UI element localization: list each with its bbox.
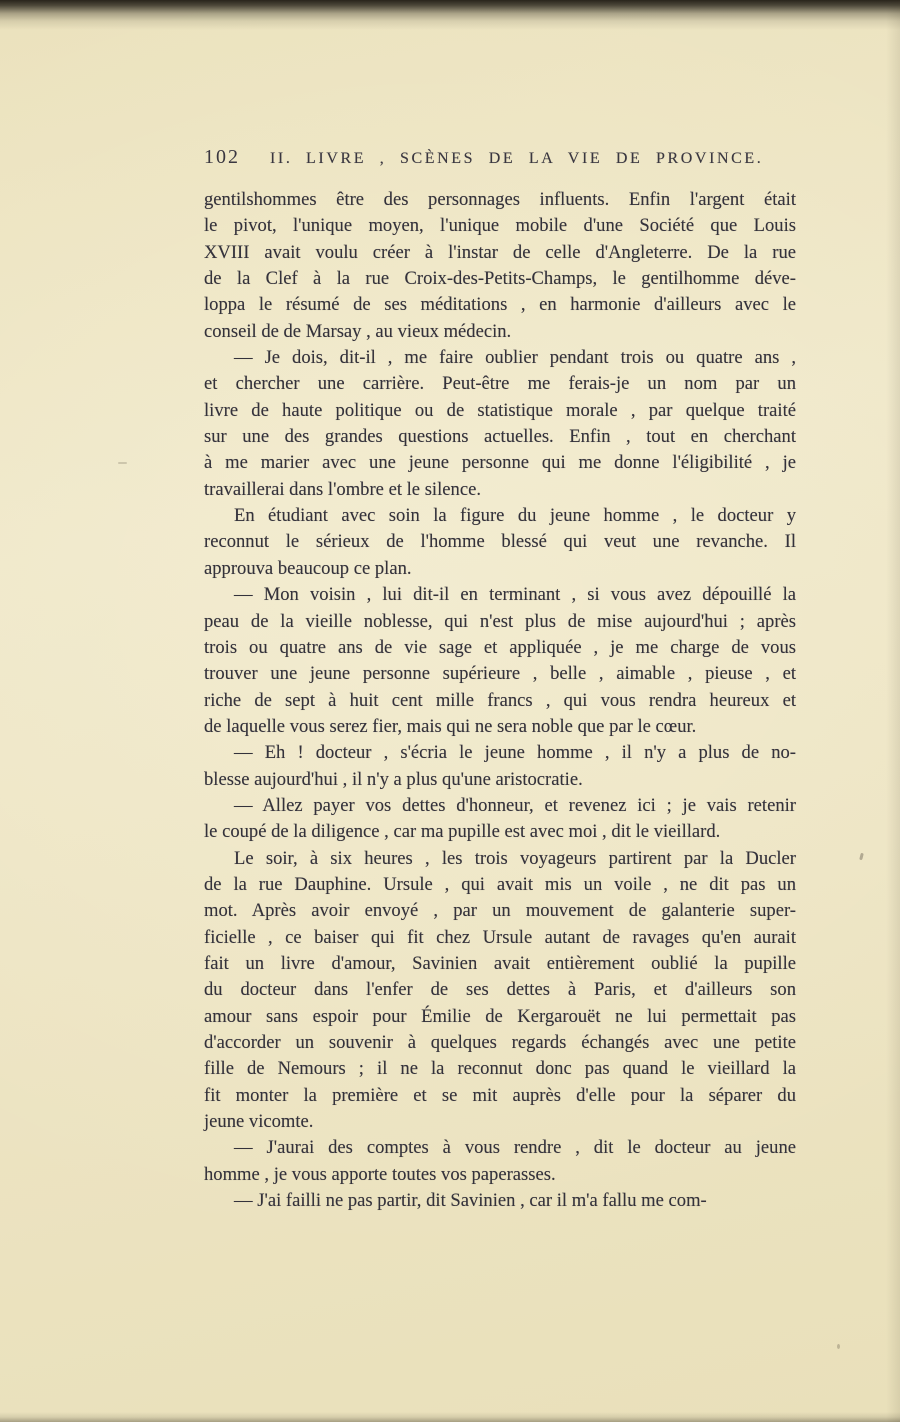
scan-speck bbox=[859, 853, 864, 861]
scan-edge-shadow-bottom bbox=[0, 1412, 900, 1422]
text-line: gentilshommes être des personnages influents. Enfin l'argent était bbox=[204, 189, 796, 210]
paragraph bbox=[204, 187, 796, 345]
text-line: amour sans espoir pour Émilie de Kergarouët ne lui permettait pas bbox=[204, 1005, 796, 1027]
text-line: — Mon voisin , lui dit-il en terminant , si vous avez dépouillé la bbox=[234, 584, 796, 606]
text-line: de laquelle vous serez fier, mais qui ne sera noble que par le cœur. bbox=[204, 715, 697, 737]
text-line: peau de la vieille noblesse, qui n'est plus de mise aujourd'hui ; après bbox=[204, 610, 796, 632]
text-line: trois ou quatre ans de vie sage et appliquée , je me charge de vous bbox=[204, 636, 796, 658]
text-line: de la rue Dauphine. Ursule , qui avait mis un voile , ne dit pas un bbox=[204, 873, 796, 895]
text-line: — Allez payer vos dettes d'honneur, et revenez ici ; je vais retenir bbox=[234, 794, 796, 816]
paragraph bbox=[204, 503, 796, 582]
paragraph bbox=[204, 740, 796, 793]
text-line: conseil de de Marsay , au vieux médecin. bbox=[204, 320, 512, 342]
scan-edge-shadow-top bbox=[0, 0, 900, 30]
text-line: livre de haute politique ou de statistique morale , par quelque traité bbox=[204, 399, 796, 421]
text-line: fit monter la première et se mit auprès d'elle pour la séparer du bbox=[204, 1084, 796, 1106]
text-line: riche de sept à huit cent mille francs , qui vous rendra heureux et bbox=[204, 689, 796, 711]
page-body bbox=[204, 187, 796, 1214]
text-line: trouver une jeune personne supérieure , belle , aimable , pieuse , et bbox=[204, 663, 796, 685]
text-line: Le soir, à six heures , les trois voyageurs partirent par la Ducler bbox=[234, 847, 796, 869]
scan-speck bbox=[118, 462, 127, 464]
paragraph bbox=[204, 846, 796, 1136]
running-title: II. LIVRE , SCÈNES DE LA VIE DE PROVINCE. bbox=[270, 150, 764, 167]
text-line: travaillerai dans l'ombre et le silence. bbox=[204, 478, 481, 500]
text-line: le pivot, l'unique moyen, l'unique mobile d'une Société que Louis bbox=[204, 215, 796, 237]
text-line: jeune vicomte. bbox=[204, 1111, 314, 1133]
text-line: XVIII avait voulu créer à l'instar de celle d'Angleterre. De la rue bbox=[204, 241, 796, 263]
scan-edge-shadow-right bbox=[886, 0, 900, 1422]
scan-speck bbox=[837, 1344, 840, 1349]
text-line: loppa le résumé de ses méditations , en harmonie d'ailleurs avec le bbox=[204, 294, 796, 316]
page-number: 102 bbox=[204, 146, 240, 168]
text-line: ficielle , ce baiser qui fit chez Ursule autant de ravages qu'en aurait bbox=[204, 926, 796, 948]
page-header bbox=[204, 146, 796, 170]
text-line: le coupé de la diligence , car ma pupille est avec moi , dit le vieillard. bbox=[204, 821, 721, 843]
text-line: sur une des grandes questions actuelles. Enfin , tout en cherchant bbox=[204, 426, 796, 448]
text-line: — J'aurai des comptes à vous rendre , dit le docteur au jeune bbox=[234, 1137, 796, 1159]
text-line: d'accorder un souvenir à quelques regards échangés avec une petite bbox=[204, 1032, 796, 1053]
paragraph bbox=[204, 1188, 796, 1214]
text-line: En étudiant avec soin la figure du jeune homme , le docteur y bbox=[234, 505, 796, 527]
text-line: fille de Nemours ; il ne la reconnut donc pas quand le vieillard la bbox=[204, 1058, 796, 1080]
text-line: fait un livre d'amour, Savinien avait entièrement oublié la pupille bbox=[204, 952, 796, 974]
paragraph bbox=[204, 345, 796, 503]
paragraph bbox=[204, 1135, 796, 1188]
text-line: homme , je vous apporte toutes vos paperasses. bbox=[204, 1163, 556, 1185]
text-line: blesse aujourd'hui , il n'y a plus qu'une aristocratie. bbox=[204, 768, 583, 790]
text-line: — J'ai failli ne pas partir, dit Savinien , car il m'a fallu me com- bbox=[234, 1190, 707, 1212]
text-line: — Je dois, dit-il , me faire oublier pendant trois ou quatre ans , bbox=[234, 347, 796, 369]
text-line: et chercher une carrière. Peut-être me ferais-je un nom par un bbox=[204, 373, 796, 395]
page-content bbox=[204, 146, 796, 1214]
text-line: mot. Après avoir envoyé , par un mouvement de galanterie super- bbox=[204, 900, 796, 922]
text-line: à me marier avec une jeune personne qui me donne l'éligibilité , je bbox=[204, 452, 796, 474]
text-line: — Eh ! docteur , s'écria le jeune homme , il n'y a plus de no- bbox=[234, 742, 796, 764]
text-line: du docteur dans l'enfer de ses dettes à Paris, et d'ailleurs son bbox=[204, 979, 796, 1001]
paragraph bbox=[204, 582, 796, 740]
text-line: approuva beaucoup ce plan. bbox=[204, 557, 412, 579]
text-line: reconnut le sérieux de l'homme blessé qui veut une revanche. Il bbox=[204, 531, 796, 553]
paragraph bbox=[204, 793, 796, 846]
text-line: de la Clef à la rue Croix-des-Petits-Champs, le gentilhomme déve- bbox=[204, 268, 796, 290]
